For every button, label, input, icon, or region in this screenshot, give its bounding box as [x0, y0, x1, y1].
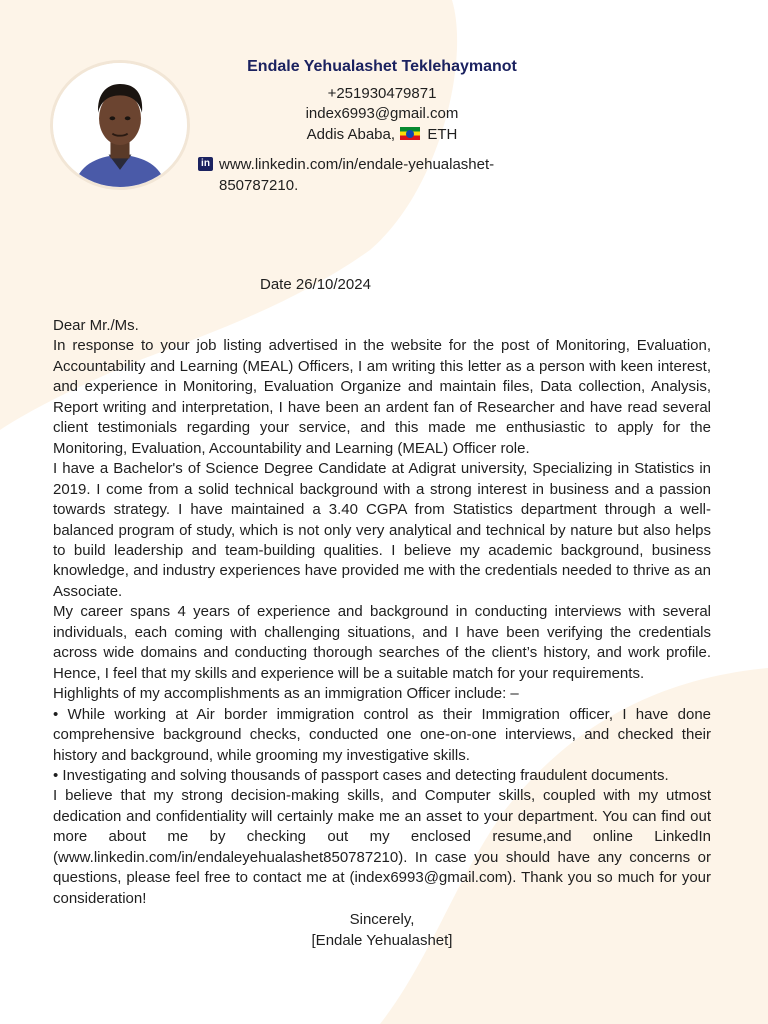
letter-date: Date 26/10/2024 — [260, 276, 371, 293]
paragraph-education: I have a Bachelor's of Science Degree Candidate at Adigrat university, Specializing in Statistics in 2019. I come from a solid technical background with a strong interest in business and a passion towards strategy. I have maintained a 3.40 CGPA from Statistics department through a well-balanced program of study, which is not only very analytical and technical by nature but also helps to build leadership and team-building qualities. I believe my academic background, business knowledge, and industry experiences have provided me with the credentials needed to thrive as an Associate. — [53, 460, 711, 600]
salutation: Dear Mr./Ms. — [53, 317, 139, 334]
paragraph-intro: In response to your job listing advertised in the website for the post of Monitoring, Evaluation, Accountability and Learning (MEAL) Officers, I am writing this letter as a person with keen interest, and experience in Monitoring, Evaluation Organize and maintain files, Data collection, Analysis, Report writing and interpretation, I have been an ardent fan of Researcher and have read several client testimonials regarding your service, and this made me enthusiastic to apply for the Monitoring, Evaluation, Accountability and Learning (MEAL) Officer role. — [53, 337, 711, 457]
linkedin-link[interactable] — [198, 155, 538, 196]
linkedin-icon: in — [198, 157, 213, 171]
address-city: Addis Ababa, — [306, 126, 396, 143]
highlight-item: • Investigating and solving thousands of passport cases and detecting fraudulent documents. — [53, 766, 669, 784]
signature-name: [Endale Yehualashet] — [311, 931, 453, 949]
ethiopia-flag-icon — [400, 127, 420, 140]
letter-closing — [53, 910, 711, 951]
profile-photo — [50, 60, 190, 190]
phone-number: +251930479871 — [327, 85, 437, 102]
person-portrait-icon — [53, 63, 187, 187]
paragraph-career: My career spans 4 years of experience and background in conducting interviews with several individuals, each coming with challenging situations, and I have been verifying the credentials across wide domains and conducting thorough searches of the client’s history, and work profile. Hence, I feel that my skills and experience will be a suitable match for your requirements. — [53, 603, 711, 682]
email-address: index6993@gmail.com — [305, 105, 459, 122]
address-country: ETH — [427, 126, 458, 143]
applicant-name: Endale Yehualashet Teklehaymanot — [247, 58, 517, 75]
closing-phrase: Sincerely, — [349, 911, 415, 928]
address — [200, 126, 564, 143]
highlights-heading: Highlights of my accomplishments as an immigration Officer include: – — [53, 685, 519, 703]
highlight-item: • While working at Air border immigration control as their Immigration officer, I have done comprehensive background checks, conducted one one-on-one interviews, and checked their history and background, while grooming my investigative skills. — [53, 705, 711, 764]
paragraph-conclusion: I believe that my strong decision-making skills, and Computer skills, coupled with my utmost dedication and confidentiality will certainly make me an asset to your department. You can find out more about me by checking out my enclosed resume,and online LinkedIn (www.linkedin.com/in/endaleyehualashet850787210). In case you should have any concerns or questions, please feel free to contact me at (index6993@gmail.com). Thank you so much for your consideration! — [53, 787, 711, 907]
linkedin-url[interactable]: www.linkedin.com/in/endale-yehualashet-850787210. — [219, 156, 495, 194]
letter-body — [53, 316, 711, 909]
